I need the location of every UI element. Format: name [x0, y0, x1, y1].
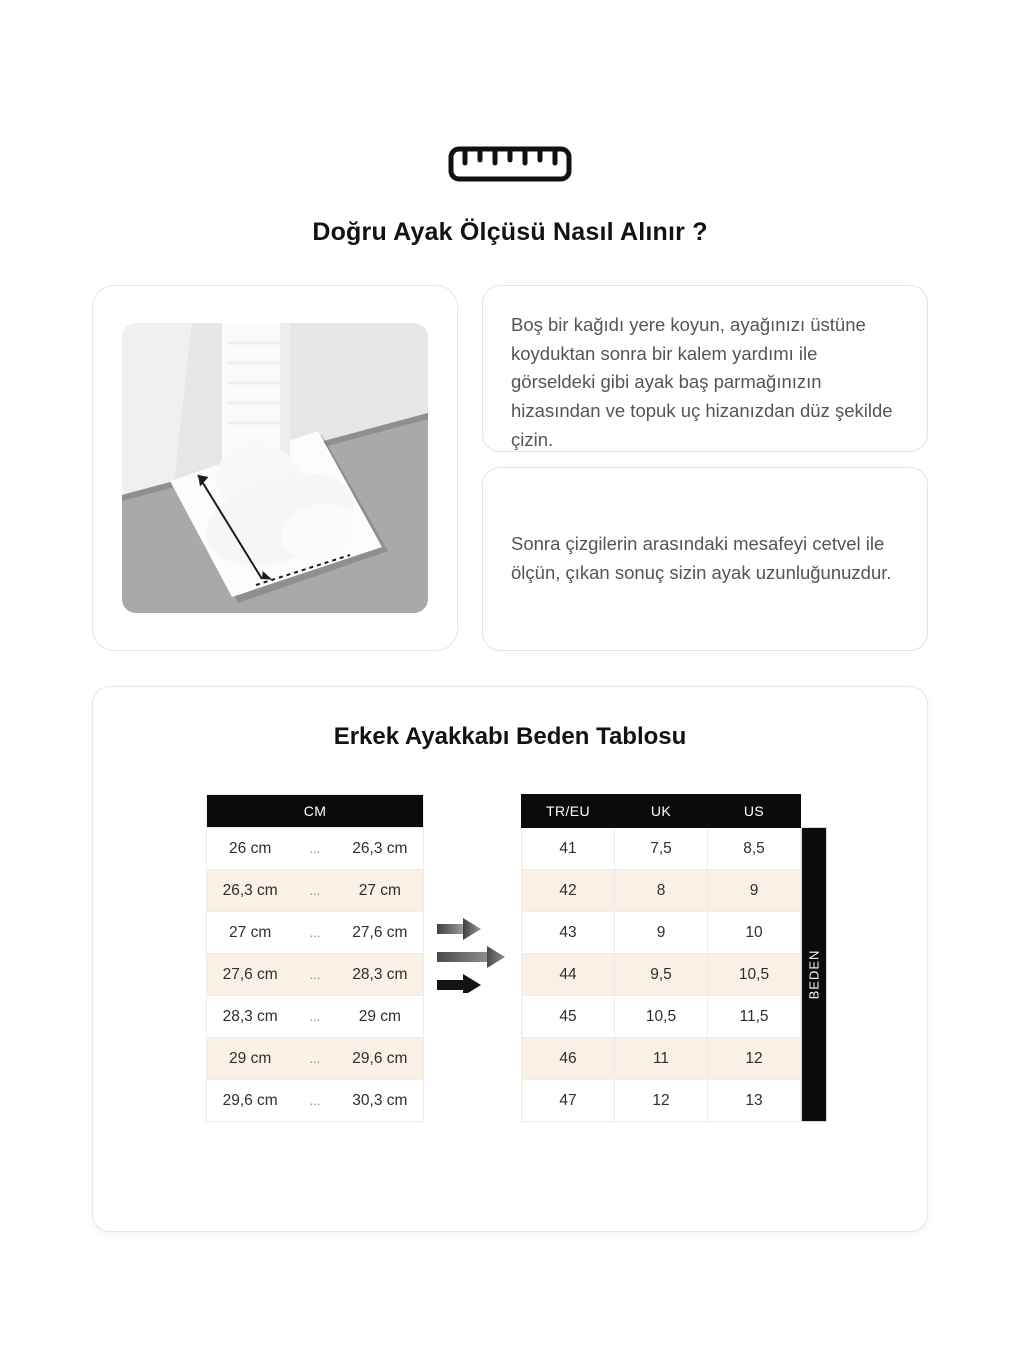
- cm-row: [207, 1038, 424, 1080]
- cm-row: [207, 996, 424, 1038]
- cm-row: [207, 870, 424, 912]
- cm-row: [207, 912, 424, 954]
- instruction-step-1-text: Boş bir kağıdı yere koyun, ayağınızı üstüne koyduktan sonra bir kalem yardımı ile görseldeki gibi ayak baş parmağınızın hizasından ve topuk uç hizanızdan düz şekilde çizin.: [511, 314, 893, 450]
- size-table-header-us: US: [708, 795, 801, 828]
- cm-to-cell: 26,3 cm: [337, 828, 424, 870]
- uk-cell: 10,5: [615, 996, 708, 1038]
- size-table: [521, 794, 801, 1122]
- cm-row: [207, 1080, 424, 1122]
- cm-from-cell: 29,6 cm: [207, 1080, 294, 1122]
- treu-cell: 44: [522, 954, 615, 996]
- size-row: [522, 954, 801, 996]
- uk-cell: 7,5: [615, 828, 708, 870]
- cm-from-cell: 26 cm: [207, 828, 294, 870]
- uk-cell: 8: [615, 870, 708, 912]
- cm-from-cell: 28,3 cm: [207, 996, 294, 1038]
- foot-measurement-illustration: [122, 323, 428, 613]
- cm-row: [207, 828, 424, 870]
- range-separator: ...: [293, 1080, 336, 1122]
- foot-measurement-photo: [122, 323, 428, 613]
- us-cell: 13: [708, 1080, 801, 1122]
- size-row: [522, 912, 801, 954]
- cm-from-cell: 29 cm: [207, 1038, 294, 1080]
- uk-cell: 12: [615, 1080, 708, 1122]
- treu-cell: 47: [522, 1080, 615, 1122]
- beden-label: BEDEN: [806, 949, 822, 1000]
- ruler-icon: [0, 146, 1020, 182]
- treu-cell: 41: [522, 828, 615, 870]
- size-table-header-uk: UK: [615, 795, 708, 828]
- cm-to-cell: 29,6 cm: [337, 1038, 424, 1080]
- cm-to-cell: 27,6 cm: [337, 912, 424, 954]
- size-row: [522, 828, 801, 870]
- cm-from-cell: 27,6 cm: [207, 954, 294, 996]
- instruction-step-2: [482, 467, 928, 651]
- uk-cell: 9: [615, 912, 708, 954]
- range-separator: ...: [293, 912, 336, 954]
- howto-section: [92, 285, 928, 651]
- cm-table-header: CM: [207, 795, 424, 828]
- treu-cell: 46: [522, 1038, 615, 1080]
- us-cell: 8,5: [708, 828, 801, 870]
- range-separator: ...: [293, 828, 336, 870]
- us-cell: 11,5: [708, 996, 801, 1038]
- transfer-arrows-icon: [435, 917, 515, 993]
- cm-to-cell: 29 cm: [337, 996, 424, 1038]
- size-table-header-treu: TR/EU: [522, 795, 615, 828]
- instruction-step-2-text: Sonra çizgilerin arasındaki mesafeyi cetvel ile ölçün, çıkan sonuç sizin ayak uzunluğunuzdur.: [511, 533, 892, 583]
- range-separator: ...: [293, 954, 336, 996]
- range-separator: ...: [293, 1038, 336, 1080]
- size-row: [522, 870, 801, 912]
- us-cell: 12: [708, 1038, 801, 1080]
- size-chart-title: Erkek Ayakkabı Beden Tablosu: [333, 723, 687, 750]
- cm-to-cell: 30,3 cm: [337, 1080, 424, 1122]
- cm-to-cell: 27 cm: [337, 870, 424, 912]
- cm-row: [207, 954, 424, 996]
- size-row: [522, 996, 801, 1038]
- size-row: [522, 1038, 801, 1080]
- treu-cell: 42: [522, 870, 615, 912]
- beden-side-bar: [802, 828, 826, 1121]
- size-chart-card: [92, 686, 928, 1232]
- measurement-photo-card: [92, 285, 458, 651]
- us-cell: 9: [708, 870, 801, 912]
- size-row: [522, 1080, 801, 1122]
- size-table-wrap: [521, 794, 827, 1122]
- instructions-column: [482, 285, 928, 651]
- uk-cell: 9,5: [615, 954, 708, 996]
- treu-cell: 45: [522, 996, 615, 1038]
- range-separator: ...: [293, 996, 336, 1038]
- cm-table: [206, 794, 424, 1122]
- uk-cell: 11: [615, 1038, 708, 1080]
- cm-to-cell: 28,3 cm: [337, 954, 424, 996]
- cm-from-cell: 27 cm: [207, 912, 294, 954]
- us-cell: 10,5: [708, 954, 801, 996]
- us-cell: 10: [708, 912, 801, 954]
- range-separator: ...: [293, 870, 336, 912]
- cm-from-cell: 26,3 cm: [207, 870, 294, 912]
- instruction-step-1: [482, 285, 928, 452]
- page-title: Doğru Ayak Ölçüsü Nasıl Alınır ?: [312, 218, 708, 246]
- ruler-icon-svg: [448, 146, 572, 182]
- treu-cell: 43: [522, 912, 615, 954]
